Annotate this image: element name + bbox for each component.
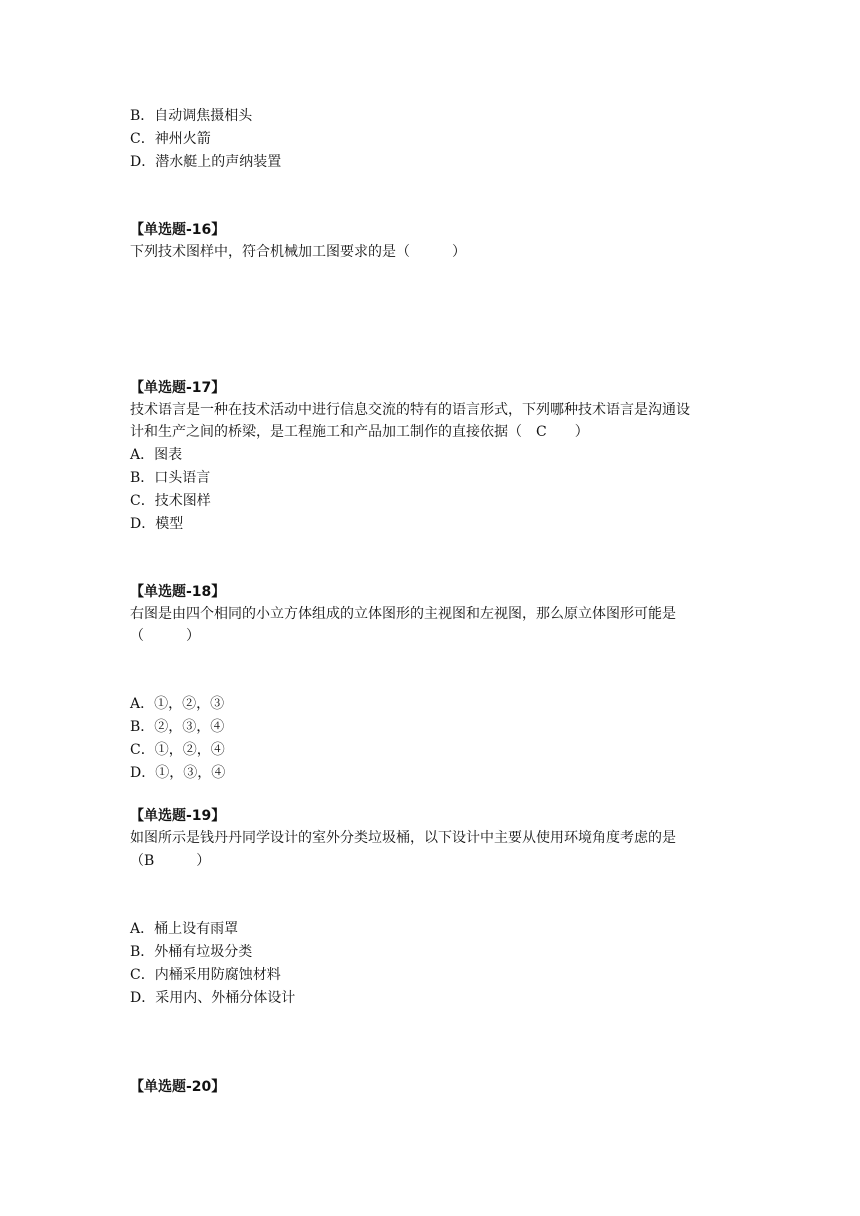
q17-stem-line2: 计和生产之间的桥梁，是工程施工和产品加工制作的直接依据（ C ） <box>130 424 589 440</box>
q18-option-b: B．②，③，④ <box>130 719 225 735</box>
q18-stem-line2: （ ） <box>130 628 200 644</box>
q15-option-c: C．神州火箭 <box>130 131 211 147</box>
q17-title: 【单选题-17】 <box>130 380 226 396</box>
q18-option-c: C．①，②，④ <box>130 742 225 758</box>
q15-option-b: B．自动调焦摄相头 <box>130 108 253 124</box>
q15-option-d: D．潜水艇上的声纳装置 <box>130 154 282 170</box>
q17-option-a: A．图表 <box>130 447 183 463</box>
q16-title: 【单选题-16】 <box>130 222 226 238</box>
q18-option-a: A．①，②，③ <box>130 696 225 712</box>
q19-option-d: D．采用内、外桶分体设计 <box>130 990 296 1006</box>
q17-stem-line1: 技术语言是一种在技术活动中进行信息交流的特有的语言形式，下列哪种技术语言是沟通设 <box>130 402 690 418</box>
q18-option-d: D．①，③，④ <box>130 765 226 781</box>
q20-title: 【单选题-20】 <box>130 1079 226 1095</box>
q19-option-a: A．桶上设有雨罩 <box>130 921 239 937</box>
q19-title: 【单选题-19】 <box>130 808 226 824</box>
q19-option-c: C．内桶采用防腐蚀材料 <box>130 967 281 983</box>
q17-option-d: D．模型 <box>130 516 184 532</box>
q19-option-b: B．外桶有垃圾分类 <box>130 944 253 960</box>
q18-stem-line1: 右图是由四个相同的小立方体组成的立体图形的主视图和左视图，那么原立体图形可能是 <box>130 606 676 622</box>
q16-stem: 下列技术图样中，符合机械加工图要求的是（ ） <box>130 244 466 260</box>
q18-title: 【单选题-18】 <box>130 584 226 600</box>
q19-stem-line2: （B ） <box>130 853 211 869</box>
q17-option-b: B．口头语言 <box>130 470 211 486</box>
q19-stem-line1: 如图所示是钱丹丹同学设计的室外分类垃圾桶，以下设计中主要从使用环境角度考虑的是 <box>130 830 676 846</box>
q17-option-c: C．技术图样 <box>130 493 211 509</box>
